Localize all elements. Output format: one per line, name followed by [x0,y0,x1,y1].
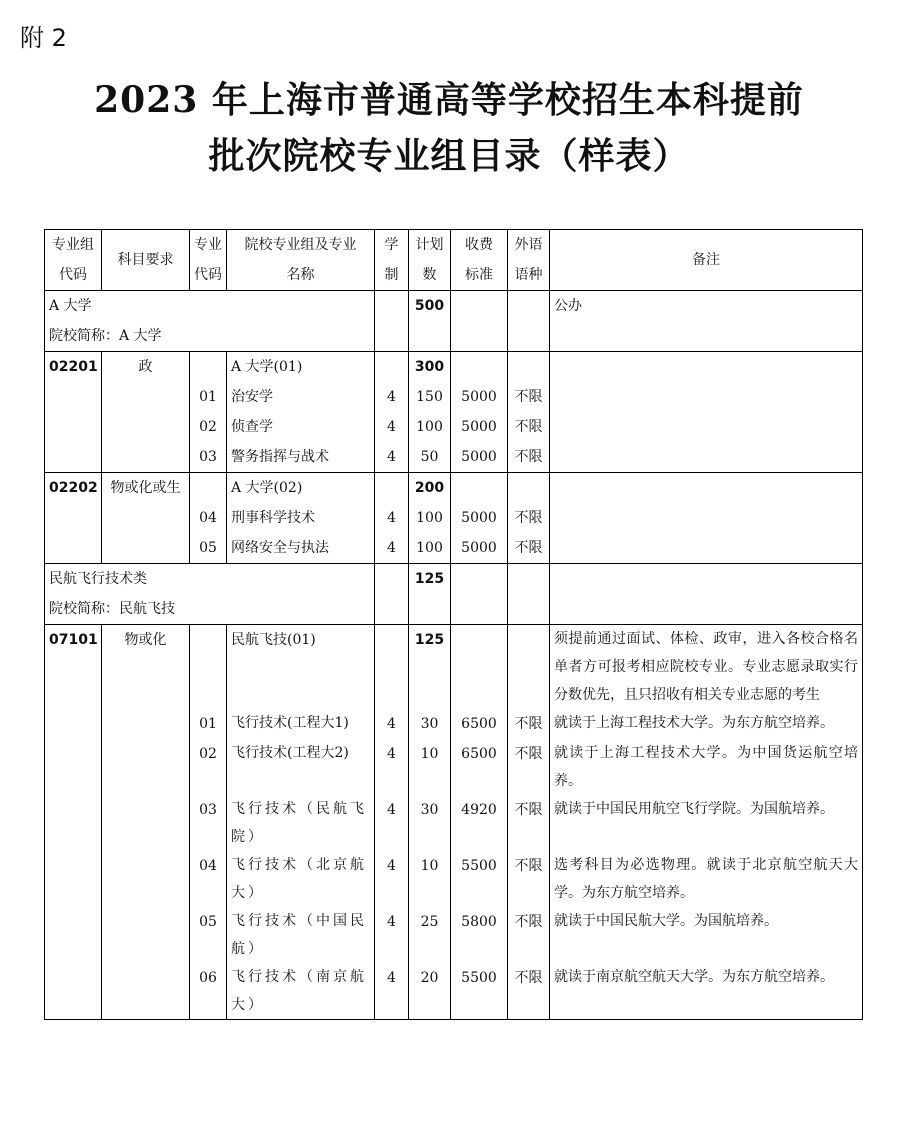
major-code: 03 [190,795,227,851]
school-abbr: 院校简称：A 大学 [45,321,375,352]
major-row [45,795,863,851]
major-years: 4 [375,533,409,564]
attachment-label: 附 2 [20,24,67,52]
major-language: 不限 [508,795,550,851]
group-name: A 大学(02) [227,473,375,504]
major-note: 就读于中国民用航空飞行学院。为国航培养。 [550,795,863,851]
group-name: 民航飞技(01) [227,625,375,710]
header-notes: 备注 [550,230,863,291]
major-code: 01 [190,709,227,739]
major-years: 4 [375,963,409,1020]
major-fee: 5500 [451,963,508,1020]
major-name: 治安学 [227,382,375,412]
major-plan: 30 [409,709,451,739]
major-plan: 25 [409,907,451,963]
major-row [45,442,863,473]
major-code: 05 [190,533,227,564]
group-note: 须提前通过面试、体检、政审，进入各校合格名单者方可报考相应院校专业。专业志愿录取实行分数优先，且只招收有相关专业志愿的考生 [550,625,863,710]
major-row [45,382,863,412]
major-years: 4 [375,412,409,442]
major-fee: 5000 [451,382,508,412]
group-plan: 125 [409,625,451,710]
school-name: 民航飞行技术类 [45,564,375,595]
major-row [45,907,863,963]
school-abbr: 院校简称：民航飞技 [45,594,375,625]
major-name: 警务指挥与战术 [227,442,375,473]
major-language: 不限 [508,503,550,533]
major-fee: 6500 [451,709,508,739]
group-name: A 大学(01) [227,352,375,383]
major-row [45,739,863,795]
major-name: 飞行技术（中国民航） [227,907,375,963]
major-years: 4 [375,907,409,963]
major-plan: 100 [409,503,451,533]
major-years: 4 [375,382,409,412]
major-years: 4 [375,739,409,795]
school-abbr-row [45,321,863,352]
major-name: 飞行技术（北京航大） [227,851,375,907]
major-plan: 30 [409,795,451,851]
major-name: 刑事科学技术 [227,503,375,533]
major-row [45,709,863,739]
major-row [45,963,863,1020]
major-language: 不限 [508,442,550,473]
major-language: 不限 [508,709,550,739]
major-plan: 10 [409,851,451,907]
major-name: 飞行技术(工程大2) [227,739,375,795]
major-language: 不限 [508,533,550,564]
major-note: 就读于南京航空航天大学。为东方航空培养。 [550,963,863,1020]
major-plan: 100 [409,412,451,442]
major-plan: 50 [409,442,451,473]
major-code: 05 [190,907,227,963]
major-plan: 20 [409,963,451,1020]
group-plan: 300 [409,352,451,383]
header-name: 院校专业组及专业 名称 [227,230,375,291]
major-fee: 5000 [451,533,508,564]
major-note: 选考科目为必选物理。就读于北京航空航天大学。为东方航空培养。 [550,851,863,907]
major-code: 01 [190,382,227,412]
group-code: 02202 [45,473,102,504]
major-plan: 150 [409,382,451,412]
major-years: 4 [375,795,409,851]
header-language: 外语 语种 [508,230,550,291]
major-fee: 5000 [451,503,508,533]
header-row [45,230,863,291]
major-code: 04 [190,503,227,533]
major-name: 侦查学 [227,412,375,442]
major-note: 就读于上海工程技术大学。为东方航空培养。 [550,709,863,739]
major-code: 06 [190,963,227,1020]
page-title-line-2: 批次院校专业组目录（样表） [208,135,690,177]
major-code: 03 [190,442,227,473]
major-name: 飞行技术(工程大1) [227,709,375,739]
group-row [45,473,863,504]
major-fee: 5500 [451,851,508,907]
major-fee: 5800 [451,907,508,963]
group-row [45,625,863,710]
school-plan: 500 [409,291,451,322]
major-years: 4 [375,442,409,473]
major-name: 飞行技术（南京航大） [227,963,375,1020]
major-fee: 4920 [451,795,508,851]
school-name: A 大学 [45,291,375,322]
major-plan: 10 [409,739,451,795]
major-years: 4 [375,851,409,907]
group-code: 02201 [45,352,102,383]
major-note: 就读于上海工程技术大学。为中国货运航空培养。 [550,739,863,795]
major-name: 飞行技术（民航飞院） [227,795,375,851]
group-code: 07101 [45,625,102,710]
major-language: 不限 [508,907,550,963]
major-language: 不限 [508,412,550,442]
header-major-code: 专业 代码 [190,230,227,291]
major-name: 网络安全与执法 [227,533,375,564]
major-language: 不限 [508,851,550,907]
major-fee: 5000 [451,412,508,442]
header-years: 学 制 [375,230,409,291]
header-fee: 收费 标准 [451,230,508,291]
school-note: 公办 [550,291,863,322]
major-row [45,503,863,533]
major-row [45,851,863,907]
group-subject: 物或化或生 [102,473,190,504]
major-fee: 5000 [451,442,508,473]
header-group-code: 专业组 代码 [45,230,102,291]
group-subject: 物或化 [102,625,190,710]
group-plan: 200 [409,473,451,504]
catalog-table [44,229,863,1020]
major-code: 02 [190,412,227,442]
major-row [45,533,863,564]
major-plan: 100 [409,533,451,564]
major-language: 不限 [508,739,550,795]
school-abbr-row [45,594,863,625]
major-language: 不限 [508,382,550,412]
major-code: 04 [190,851,227,907]
major-years: 4 [375,709,409,739]
major-years: 4 [375,503,409,533]
major-row [45,412,863,442]
page-title-line-1: 2023 年上海市普通高等学校招生本科提前 [94,79,804,121]
group-row [45,352,863,383]
header-plan: 计划 数 [409,230,451,291]
school-plan: 125 [409,564,451,595]
school-row [45,291,863,322]
school-row [45,564,863,595]
major-note: 就读于中国民航大学。为国航培养。 [550,907,863,963]
major-code: 02 [190,739,227,795]
major-fee: 6500 [451,739,508,795]
group-subject: 政 [102,352,190,383]
header-subject: 科目要求 [102,230,190,291]
major-language: 不限 [508,963,550,1020]
